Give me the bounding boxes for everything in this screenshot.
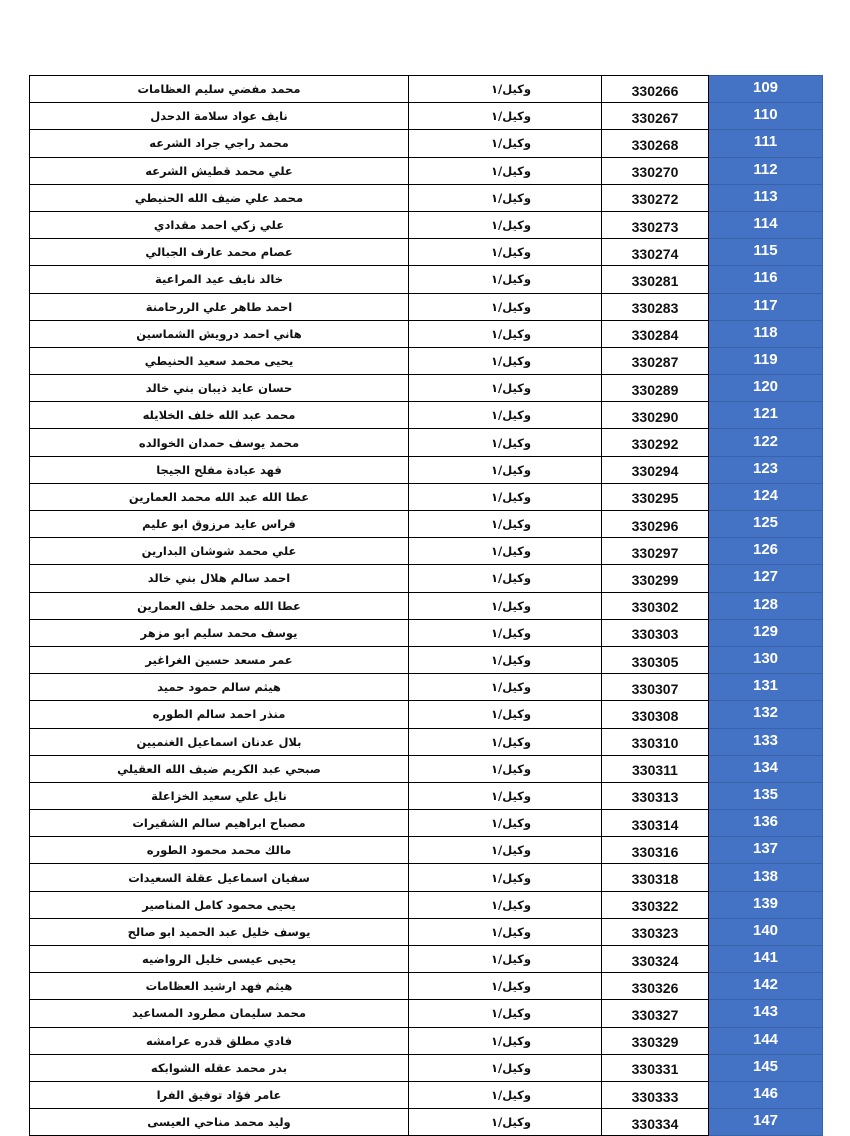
table-row [30,76,823,103]
person-name-cell: محمد علي ضيف الله الحنيطي [30,184,409,211]
table-row [30,782,823,809]
table-row [30,456,823,483]
military-number-cell: 330292 [602,429,709,456]
table-row [30,157,823,184]
table-row [30,538,823,565]
military-number-cell: 330273 [602,211,709,238]
sequence-number-cell: 140 [709,918,823,945]
person-name-cell: عمر مسعد حسين الغراغير [30,646,409,673]
sequence-number-cell: 144 [709,1027,823,1054]
rank-cell: وكيل/١ [409,1109,602,1136]
military-number-cell: 330295 [602,483,709,510]
table-row [30,755,823,782]
sequence-number-cell: 128 [709,592,823,619]
table-row [30,402,823,429]
military-number-cell: 330307 [602,674,709,701]
person-name-cell: محمد مفضي سليم العظامات [30,76,409,103]
table-row [30,1081,823,1108]
sequence-number-cell: 113 [709,184,823,211]
roster-table [29,75,823,1136]
military-number-cell: 330296 [602,511,709,538]
person-name-cell: علي زكي احمد مقدادي [30,211,409,238]
person-name-cell: احمد طاهر علي الررحامنة [30,293,409,320]
sequence-number-cell: 135 [709,782,823,809]
rank-cell: وكيل/١ [409,918,602,945]
rank-cell: وكيل/١ [409,973,602,1000]
rank-cell: وكيل/١ [409,375,602,402]
person-name-cell: فادي مطلق قدره عرامشه [30,1027,409,1054]
sequence-number-cell: 116 [709,266,823,293]
table-row [30,973,823,1000]
military-number-cell: 330297 [602,538,709,565]
person-name-cell: بدر محمد عقله الشوابكه [30,1054,409,1081]
person-name-cell: عطا الله عبد الله محمد العمارين [30,483,409,510]
rank-cell: وكيل/١ [409,782,602,809]
military-number-cell: 330289 [602,375,709,402]
military-number-cell: 330302 [602,592,709,619]
person-name-cell: يحيى عيسى خليل الرواضيه [30,946,409,973]
rank-cell: وكيل/١ [409,76,602,103]
table-row [30,239,823,266]
table-row [30,619,823,646]
table-row [30,646,823,673]
sequence-number-cell: 130 [709,646,823,673]
rank-cell: وكيل/١ [409,674,602,701]
rank-cell: وكيل/١ [409,1027,602,1054]
sequence-number-cell: 137 [709,837,823,864]
military-number-cell: 330310 [602,728,709,755]
table-row [30,293,823,320]
person-name-cell: مصباح ابراهيم سالم الشقيرات [30,810,409,837]
table-row [30,918,823,945]
rank-cell: وكيل/١ [409,1000,602,1027]
person-name-cell: حسان عايد ذيبان بني خالد [30,375,409,402]
military-number-cell: 330281 [602,266,709,293]
sequence-number-cell: 129 [709,619,823,646]
table-row [30,1000,823,1027]
military-number-cell: 330266 [602,76,709,103]
rank-cell: وكيل/١ [409,456,602,483]
sequence-number-cell: 142 [709,973,823,1000]
sequence-number-cell: 115 [709,239,823,266]
rank-cell: وكيل/١ [409,483,602,510]
rank-cell: وكيل/١ [409,1054,602,1081]
table-row [30,184,823,211]
rank-cell: وكيل/١ [409,320,602,347]
rank-cell: وكيل/١ [409,157,602,184]
person-name-cell: عطا الله محمد خلف العمارين [30,592,409,619]
person-name-cell: هيثم فهد ارشيد العظامات [30,973,409,1000]
person-name-cell: محمد راجي جراد الشرعه [30,130,409,157]
military-number-cell: 330303 [602,619,709,646]
rank-cell: وكيل/١ [409,946,602,973]
roster-table-body [30,76,823,1136]
rank-cell: وكيل/١ [409,701,602,728]
table-row [30,592,823,619]
person-name-cell: علي محمد شوشان البدارين [30,538,409,565]
sequence-number-cell: 126 [709,538,823,565]
sequence-number-cell: 114 [709,211,823,238]
rank-cell: وكيل/١ [409,1081,602,1108]
person-name-cell: محمد عبد الله خلف الخلايله [30,402,409,429]
table-row [30,266,823,293]
person-name-cell: يحيى محمد سعيد الحنيطي [30,347,409,374]
military-number-cell: 330324 [602,946,709,973]
military-number-cell: 330322 [602,891,709,918]
person-name-cell: يوسف محمد سليم ابو مزهر [30,619,409,646]
person-name-cell: منذر احمد سالم الطوره [30,701,409,728]
military-number-cell: 330299 [602,565,709,592]
table-row [30,1054,823,1081]
sequence-number-cell: 125 [709,511,823,538]
rank-cell: وكيل/١ [409,347,602,374]
person-name-cell: عصام محمد عارف الجبالي [30,239,409,266]
sequence-number-cell: 119 [709,347,823,374]
table-row [30,837,823,864]
rank-cell: وكيل/١ [409,184,602,211]
sequence-number-cell: 111 [709,130,823,157]
rank-cell: وكيل/١ [409,402,602,429]
military-number-cell: 330314 [602,810,709,837]
person-name-cell: علي محمد قطيش الشرعه [30,157,409,184]
person-name-cell: هاني احمد درويش الشماسين [30,320,409,347]
military-number-cell: 330267 [602,103,709,130]
table-row [30,211,823,238]
military-number-cell: 330329 [602,1027,709,1054]
person-name-cell: احمد سالم هلال بني خالد [30,565,409,592]
military-number-cell: 330333 [602,1081,709,1108]
rank-cell: وكيل/١ [409,293,602,320]
sequence-number-cell: 136 [709,810,823,837]
rank-cell: وكيل/١ [409,755,602,782]
person-name-cell: هيثم سالم حمود حميد [30,674,409,701]
table-row [30,483,823,510]
person-name-cell: سفيان اسماعيل عقلة السعيدات [30,864,409,891]
sequence-number-cell: 131 [709,674,823,701]
table-row [30,429,823,456]
table-row [30,728,823,755]
table-row [30,864,823,891]
table-row [30,701,823,728]
military-number-cell: 330323 [602,918,709,945]
rank-cell: وكيل/١ [409,864,602,891]
table-row [30,375,823,402]
person-name-cell: وليد محمد مناحي العيسى [30,1109,409,1136]
sequence-number-cell: 134 [709,755,823,782]
table-row [30,103,823,130]
person-name-cell: صبحي عبد الكريم ضيف الله العقيلي [30,755,409,782]
rank-cell: وكيل/١ [409,266,602,293]
table-row [30,320,823,347]
military-number-cell: 330308 [602,701,709,728]
military-number-cell: 330294 [602,456,709,483]
sequence-number-cell: 127 [709,565,823,592]
rank-cell: وكيل/١ [409,429,602,456]
table-row [30,946,823,973]
military-number-cell: 330284 [602,320,709,347]
person-name-cell: فهد عيادة مفلح الجيجا [30,456,409,483]
rank-cell: وكيل/١ [409,511,602,538]
person-name-cell: نايف عواد سلامة الدحدل [30,103,409,130]
sequence-number-cell: 138 [709,864,823,891]
rank-cell: وكيل/١ [409,130,602,157]
military-number-cell: 330287 [602,347,709,374]
rank-cell: وكيل/١ [409,211,602,238]
table-row [30,511,823,538]
table-row [30,810,823,837]
person-name-cell: بلال عدنان اسماعيل الغنميين [30,728,409,755]
person-name-cell: نايل علي سعيد الخزاعلة [30,782,409,809]
military-number-cell: 330327 [602,1000,709,1027]
person-name-cell: مالك محمد محمود الطوره [30,837,409,864]
person-name-cell: يحيى محمود كامل المناصير [30,891,409,918]
military-number-cell: 330313 [602,782,709,809]
military-number-cell: 330283 [602,293,709,320]
military-number-cell: 330326 [602,973,709,1000]
sequence-number-cell: 143 [709,1000,823,1027]
sequence-number-cell: 117 [709,293,823,320]
rank-cell: وكيل/١ [409,565,602,592]
rank-cell: وكيل/١ [409,239,602,266]
sequence-number-cell: 121 [709,402,823,429]
sequence-number-cell: 110 [709,103,823,130]
table-row [30,1027,823,1054]
rank-cell: وكيل/١ [409,619,602,646]
sequence-number-cell: 122 [709,429,823,456]
rank-cell: وكيل/١ [409,891,602,918]
sequence-number-cell: 141 [709,946,823,973]
military-number-cell: 330274 [602,239,709,266]
military-number-cell: 330290 [602,402,709,429]
military-number-cell: 330311 [602,755,709,782]
rank-cell: وكيل/١ [409,103,602,130]
rank-cell: وكيل/١ [409,592,602,619]
table-row [30,891,823,918]
table-row [30,674,823,701]
sequence-number-cell: 112 [709,157,823,184]
table-row [30,130,823,157]
table-row [30,565,823,592]
table-row [30,1109,823,1136]
rank-cell: وكيل/١ [409,538,602,565]
sequence-number-cell: 139 [709,891,823,918]
sequence-number-cell: 145 [709,1054,823,1081]
military-number-cell: 330318 [602,864,709,891]
person-name-cell: محمد سليمان مطرود المساعيد [30,1000,409,1027]
sequence-number-cell: 118 [709,320,823,347]
sequence-number-cell: 123 [709,456,823,483]
military-number-cell: 330305 [602,646,709,673]
person-name-cell: خالد نايف عيد المراعية [30,266,409,293]
sequence-number-cell: 146 [709,1081,823,1108]
military-number-cell: 330272 [602,184,709,211]
sequence-number-cell: 109 [709,76,823,103]
sequence-number-cell: 120 [709,375,823,402]
person-name-cell: فراس عايد مرزوق ابو عليم [30,511,409,538]
person-name-cell: محمد يوسف حمدان الخوالده [30,429,409,456]
military-number-cell: 330334 [602,1109,709,1136]
sequence-number-cell: 124 [709,483,823,510]
roster-sheet [29,75,822,1136]
military-number-cell: 330316 [602,837,709,864]
table-row [30,347,823,374]
rank-cell: وكيل/١ [409,810,602,837]
military-number-cell: 330270 [602,157,709,184]
person-name-cell: يوسف خليل عبد الحميد ابو صالح [30,918,409,945]
sequence-number-cell: 133 [709,728,823,755]
rank-cell: وكيل/١ [409,728,602,755]
military-number-cell: 330331 [602,1054,709,1081]
military-number-cell: 330268 [602,130,709,157]
person-name-cell: عامر فؤاد توفيق الفرا [30,1081,409,1108]
sequence-number-cell: 147 [709,1109,823,1136]
sequence-number-cell: 132 [709,701,823,728]
rank-cell: وكيل/١ [409,646,602,673]
rank-cell: وكيل/١ [409,837,602,864]
